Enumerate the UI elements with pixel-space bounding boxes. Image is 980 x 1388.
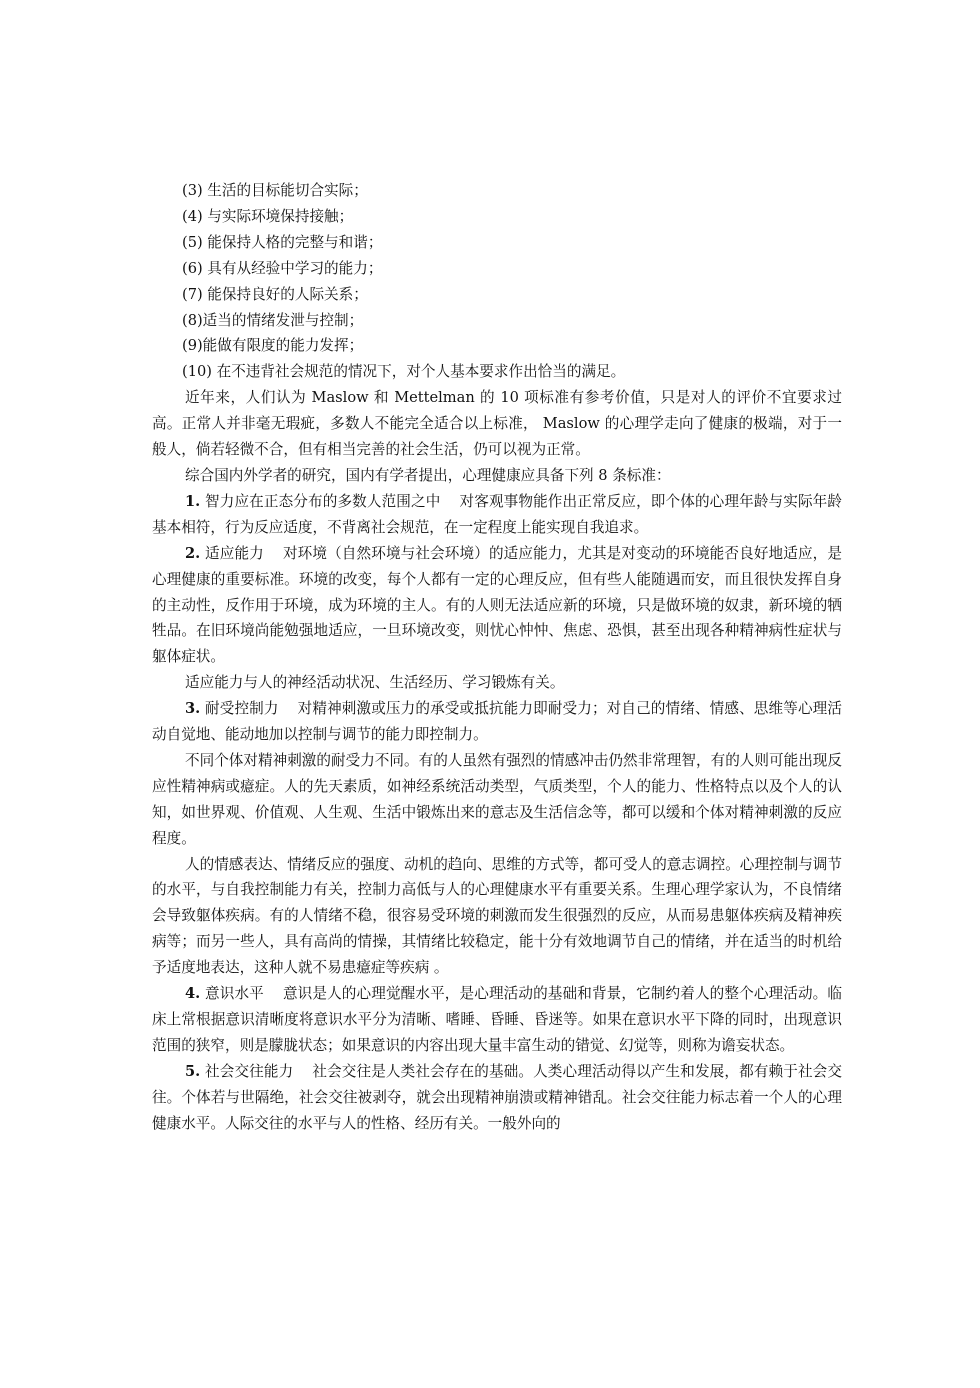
standard-4-title: 意识水平 xyxy=(205,985,264,1003)
standard-5 xyxy=(152,1059,842,1137)
list-item-4: (4) 与实际环境保持接触； xyxy=(182,207,354,225)
standard-3 xyxy=(152,696,842,748)
list-item-8: (8)适当的情绪发泄与控制； xyxy=(182,311,364,329)
list-item-3: (3) 生活的目标能切合实际； xyxy=(182,182,368,199)
paragraph-adaptation: 适应能力与人的神经活动状况、生活经历、学习锻炼有关。 xyxy=(185,674,565,692)
standard-4-number: 4. xyxy=(185,985,201,1003)
standard-5-title: 社会交往能力 xyxy=(205,1062,294,1080)
standard-1-number: 1. xyxy=(185,492,201,510)
standard-5-number: 5. xyxy=(185,1062,201,1080)
standard-2-number: 2. xyxy=(185,544,201,562)
list-item-10: (10) 在不违背社会规范的情况下，对个人基本要求作出恰当的满足。 xyxy=(182,363,626,381)
paragraph-tolerance: 不同个体对精神刺激的耐受力不同。有的人虽然有强烈的情感冲击仍然非常理智，有的人则可能出现反应性精神病或癔症。人的先天素质，如神经系统活动类型，气质类型，个人的能力、性格特点以及个人的认知，如世界观、价值观、人生观、生活中锻炼出来的意志及生活信念等，都可以缓和个体对精神刺激的反应程度。 xyxy=(152,751,842,847)
standard-1-title: 智力应在正态分布的多数人范围之中 xyxy=(205,492,441,510)
standard-3-title: 耐受控制力 xyxy=(205,700,279,718)
list-item-9: (9)能做有限度的能力发挥； xyxy=(182,337,364,355)
standard-5-body: 社会交往是人类社会存在的基础。人类心理活动得以产生和发展，都有赖于社会交往。个体若与世隔绝，社会交往被剥夺，就会出现精神崩溃或精神错乱。社会交往能力标志着一个人的心理健康水平。人际交往的水平与人的性格、经历有关。一般外向的 xyxy=(152,1062,842,1132)
standard-4 xyxy=(152,981,842,1059)
standard-1 xyxy=(152,489,842,541)
standard-4-body: 意识是人的心理觉醒水平，是心理活动的基础和背景，它制约着人的整个心理活动。临床上常根据意识清晰度将意识水平分为清晰、嗜睡、昏睡、昏迷等。如果在意识水平下降的同时，出现意识范围的狭窄，则是朦胧状态；如果意识的内容出现大量丰富生动的错觉、幻觉等，则称为谵妄状态。 xyxy=(152,985,842,1054)
standard-3-body: 对精神刺激或压力的承受或抵抗能力即耐受力；对自己的情绪、情感、思维等心理活动自觉地、能动地加以控制与调节的能力即控制力。 xyxy=(152,700,842,744)
standard-2-body: 对环境（自然环境与社会环境）的适应能力，尤其是对变动的环境能否良好地适应，是心理健康的重要标准。环境的改变，每个人都有一定的心理反应，但有些人能随遇而安，而且很快发挥自身的主动性，反作用于环境，成为环境的主人。有的人则无法适应新的环境，只是做环境的奴隶，新环境的牺牲品。在旧环境尚能勉强地适应，一旦环境改变，则忧心忡忡、焦虑、恐惧，甚至出现各种精神病性症状与躯体症状。 xyxy=(152,544,842,666)
paragraph-eight-standards-intro: 综合国内外学者的研究，国内有学者提出，心理健康应具备下列 8 条标准： xyxy=(185,466,671,484)
standard-2 xyxy=(152,541,842,671)
list-item-6: (6) 具有从经验中学习的能力； xyxy=(182,259,383,277)
standard-1-body: 对客观事物能作出正常反应，即个体的心理年龄与实际年龄基本相符，行为反应适度，不背离社会规范，在一定程度上能实现自我追求。 xyxy=(152,492,842,536)
standard-3-number: 3. xyxy=(185,700,201,718)
list-item-7: (7) 能保持良好的人际关系； xyxy=(182,285,368,303)
paragraph-maslow: 近年来，人们认为 Maslow 和 Mettelman 的 10 项标准有参考价值，只是对人的评价不宜要求过高。正常人并非毫无瑕疵，多数人不能完全适合以上标准， Maslow 的心理学走向了健康的极端，对于一般人，倘若轻微不合，但有相当完善的社会生活，仍可以视为正常。 xyxy=(152,389,842,459)
standard-2-title: 适应能力 xyxy=(205,544,264,562)
paragraph-emotion: 人的情感表达、情绪反应的强度、动机的趋向、思维的方式等，都可受人的意志调控。心理控制与调节的水平，与自我控制能力有关，控制力高低与人的心理健康水平有重要关系。生理心理学家认为，不良情绪会导致躯体疾病。有的人情绪不稳，很容易受环境的刺激而发生很强烈的反应，从而易患躯体疾病及精神疾病等；而另一些人，具有高尚的情操，其情绪比较稳定，能十分有效地调节自己的情绪，并在适当的时机给予适度地表达，这种人就不易患癔症等疾病 。 xyxy=(152,855,842,977)
body-text xyxy=(152,178,842,1137)
list-item-5: (5) 能保持人格的完整与和谐； xyxy=(182,233,383,251)
